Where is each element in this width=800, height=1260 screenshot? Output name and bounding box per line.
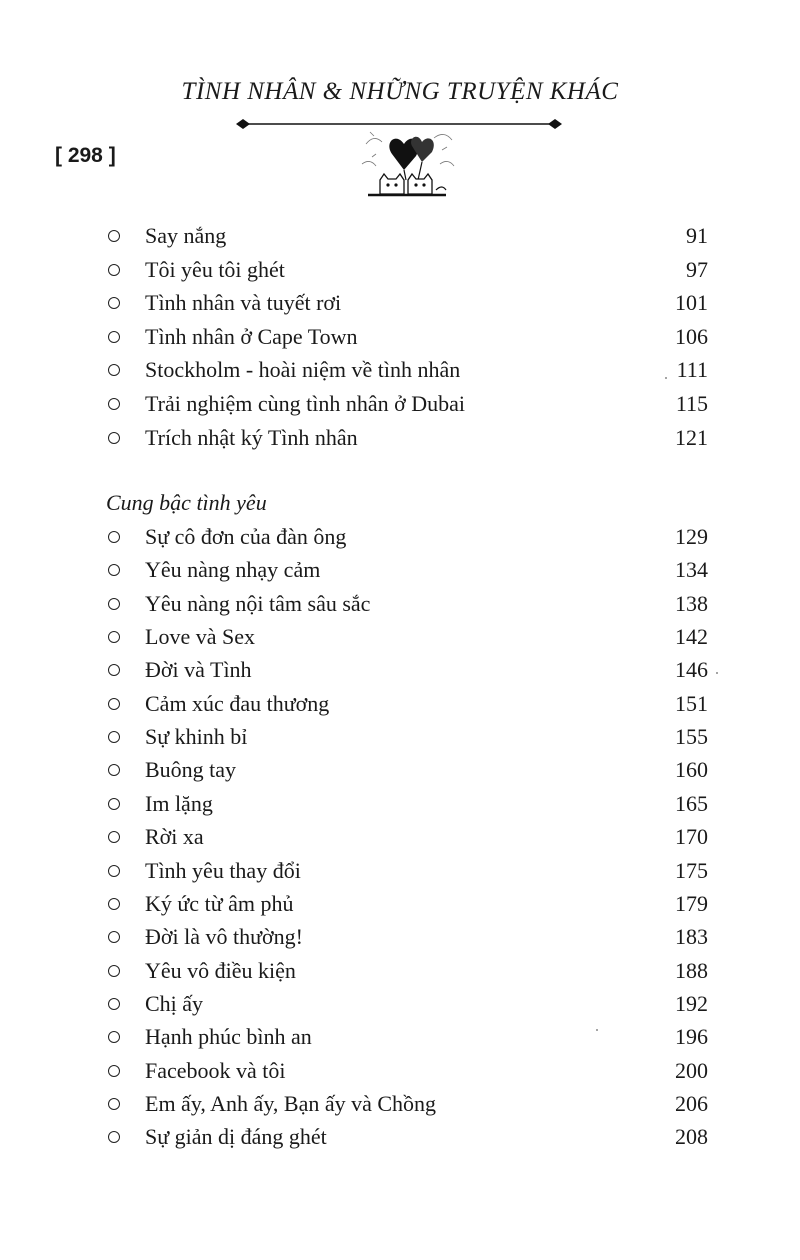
toc-entry-title: Yêu vô điều kiện — [145, 957, 296, 983]
toc-entry-title: Đời và Tình — [145, 657, 252, 683]
circle-bullet-icon — [108, 1065, 120, 1077]
toc-entry-title: Ký ức từ âm phủ — [145, 890, 294, 916]
circle-bullet-icon — [108, 1098, 120, 1110]
toc-entry-title: Stockholm - hoài niệm về tình nhân — [145, 357, 461, 383]
toc-entry — [105, 521, 708, 553]
toc-entry — [105, 254, 708, 286]
circle-bullet-icon — [108, 331, 120, 343]
toc-entry — [105, 688, 708, 720]
circle-bullet-icon — [108, 798, 120, 810]
toc-entry — [105, 721, 708, 753]
toc-entry-page-number: 179 — [675, 890, 708, 916]
circle-bullet-icon — [108, 965, 120, 977]
circle-bullet-icon — [108, 531, 120, 543]
toc-entry-page-number: 134 — [675, 557, 708, 583]
toc-entry-page-number: 129 — [675, 524, 708, 549]
toc-entry-title: Im lặng — [145, 790, 213, 816]
circle-bullet-icon — [108, 931, 120, 943]
toc-entry-page-number: 192 — [675, 990, 708, 1016]
toc-entry-page-number: 170 — [675, 824, 708, 850]
circle-bullet-icon — [108, 230, 120, 242]
toc-entry-page-number: 188 — [675, 957, 708, 983]
circle-bullet-icon — [108, 631, 120, 643]
toc-entry-page-number: 146 — [675, 657, 708, 683]
toc-entry — [105, 955, 708, 987]
toc-entry-page-number: 97 — [686, 256, 708, 282]
toc-entry-title: Trải nghiệm cùng tình nhân ở Dubai — [145, 391, 466, 416]
toc-entry — [105, 754, 708, 786]
toc-entry-title: Đời là vô thường! — [145, 924, 304, 950]
circle-bullet-icon — [108, 1131, 120, 1143]
toc-entry — [105, 921, 708, 953]
toc-entry-page-number: 101 — [675, 290, 708, 316]
toc-entry — [105, 287, 708, 319]
toc-entry — [105, 588, 708, 620]
print-speck — [716, 672, 718, 674]
toc-entry — [105, 388, 708, 420]
circle-bullet-icon — [108, 731, 120, 743]
circle-bullet-icon — [108, 432, 120, 444]
toc-entry-title: Rời xa — [145, 824, 204, 850]
toc-entry — [105, 1121, 708, 1153]
toc-entry-page-number: 142 — [675, 624, 708, 650]
toc-entry-page-number: 206 — [675, 1090, 708, 1116]
section-heading: Cung bậc tình yêu — [106, 490, 267, 515]
toc-entry-page-number: 183 — [675, 924, 708, 950]
toc-entry — [105, 654, 708, 686]
toc-entry — [105, 1055, 708, 1087]
toc-entry — [105, 354, 708, 386]
toc-entry-page-number: 155 — [675, 724, 708, 750]
circle-bullet-icon — [108, 364, 120, 376]
running-title: TÌNH NHÂN & NHỮNG TRUYỆN KHÁC — [181, 78, 619, 105]
toc-entry — [105, 321, 708, 353]
circle-bullet-icon — [108, 664, 120, 676]
toc-entry — [105, 1021, 708, 1053]
page-number: [ 298 ] — [55, 144, 116, 167]
toc-entry-page-number: 200 — [675, 1057, 708, 1083]
toc-entry-page-number: 175 — [675, 857, 708, 883]
circle-bullet-icon — [108, 998, 120, 1010]
toc-entry-title: Tôi yêu tôi ghét — [145, 256, 285, 282]
toc-entry-title: Yêu nàng nhạy cảm — [145, 557, 321, 583]
circle-bullet-icon — [108, 564, 120, 576]
toc-entry — [105, 788, 708, 820]
toc-entry — [105, 855, 708, 887]
circle-bullet-icon — [108, 764, 120, 776]
toc-entry — [105, 988, 708, 1020]
toc-entry-title: Yêu nàng nội tâm sâu sắc — [145, 590, 371, 616]
toc-entry-title: Tình nhân và tuyết rơi — [145, 290, 342, 316]
toc-entry-title: Chị ấy — [145, 990, 204, 1016]
toc-entry-page-number: 121 — [675, 424, 708, 450]
toc-entry-title: Say nắng — [145, 223, 227, 248]
circle-bullet-icon — [108, 1031, 120, 1043]
circle-bullet-icon — [108, 398, 120, 410]
toc-entry-page-number: 160 — [675, 757, 708, 783]
circle-bullet-icon — [108, 598, 120, 610]
toc-entry-page-number: 106 — [675, 323, 708, 349]
toc-entry-page-number: 91 — [686, 223, 708, 248]
toc-entry-title: Sự khinh bỉ — [145, 724, 248, 750]
print-speck — [665, 377, 667, 379]
circle-bullet-icon — [108, 297, 120, 309]
toc-entry-title: Tình yêu thay đổi — [145, 857, 301, 883]
circle-bullet-icon — [108, 865, 120, 877]
toc-entry-title: Sự giản dị đáng ghét — [145, 1124, 327, 1150]
toc-entry-page-number: 115 — [675, 391, 708, 416]
toc-entry — [105, 220, 708, 252]
toc-entry-page-number: 138 — [675, 590, 708, 616]
toc-entry — [105, 422, 708, 454]
toc-entry-title: Buông tay — [145, 757, 237, 783]
circle-bullet-icon — [108, 831, 120, 843]
toc-entry — [105, 1088, 708, 1120]
toc-entry-title: Cảm xúc đau thương — [145, 690, 330, 716]
toc-entry-page-number: 111 — [676, 357, 708, 383]
toc-entry — [105, 821, 708, 853]
toc-entry-page-number: 165 — [675, 790, 708, 816]
toc-entry-title: Facebook và tôi — [145, 1057, 286, 1083]
print-speck — [596, 1029, 598, 1031]
toc-entry — [105, 554, 708, 586]
circle-bullet-icon — [108, 698, 120, 710]
toc-entry-page-number: 196 — [675, 1024, 708, 1050]
toc-entry — [105, 621, 708, 653]
toc-entry-title: Hạnh phúc bình an — [145, 1024, 312, 1050]
toc-entry-title: Trích nhật ký Tình nhân — [145, 424, 358, 450]
toc-entry-page-number: 208 — [675, 1124, 708, 1150]
toc-entry-title: Tình nhân ở Cape Town — [145, 323, 358, 349]
toc-entry-title: Sự cô đơn của đàn ông — [145, 524, 347, 549]
toc-entry-title: Em ấy, Anh ấy, Bạn ấy và Chồng — [145, 1090, 437, 1116]
toc-entry-page-number: 151 — [675, 690, 708, 716]
hearts-and-cats-icon — [356, 124, 460, 200]
circle-bullet-icon — [108, 264, 120, 276]
circle-bullet-icon — [108, 898, 120, 910]
toc-entry-title: Love và Sex — [145, 624, 255, 650]
toc-entry — [105, 888, 708, 920]
